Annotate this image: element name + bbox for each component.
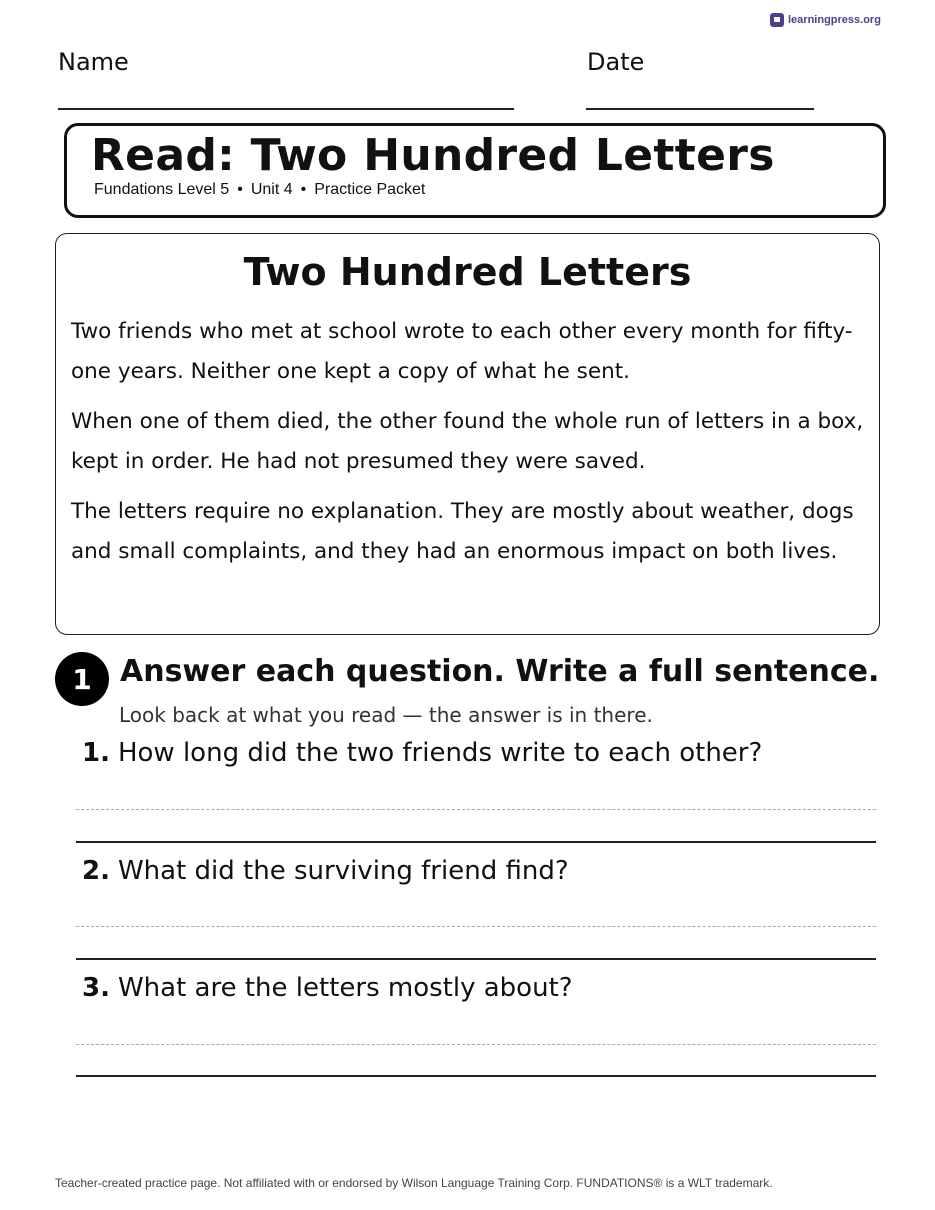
packet-label: Practice Packet: [314, 181, 426, 198]
question-number: 1.: [82, 738, 110, 768]
section-hint: Look back at what you read — the answer is in there.: [119, 703, 653, 727]
answer-line-3[interactable]: [76, 1075, 876, 1077]
question-number: 2.: [82, 856, 110, 886]
brand-logo: [770, 13, 881, 27]
story-title: Two Hundred Letters: [243, 250, 692, 294]
name-write-line[interactable]: [58, 108, 514, 110]
separator: •: [300, 181, 307, 198]
title-banner: [64, 123, 886, 218]
question-1: [82, 738, 762, 768]
step-number-badge: 1: [55, 652, 109, 706]
footer-disclaimer: Teacher-created practice page. Not affiliated with or endorsed by Wilson Language Training Corp. FUNDATIONS® is a WLT trademark.: [55, 1176, 773, 1190]
brand-text: learningpress.org: [788, 14, 881, 26]
question-text: How long did the two friends write to each other?: [117, 738, 763, 768]
question-text: What are the letters mostly about?: [117, 973, 573, 1003]
question-3: [82, 973, 573, 1003]
page-subtitle: [94, 181, 425, 199]
question-text: What did the surviving friend find?: [117, 856, 569, 886]
answer-guide-line: [76, 926, 876, 927]
separator: •: [237, 181, 243, 198]
page-title: Read: Two Hundred Letters: [91, 130, 775, 181]
name-label: Name: [58, 48, 129, 76]
unit-label: Unit 4: [250, 181, 293, 198]
date-write-line[interactable]: [586, 108, 814, 110]
level-label: Fundations Level 5: [94, 181, 230, 198]
book-icon: [770, 13, 784, 27]
question-number: 3.: [82, 973, 110, 1003]
story-paragraph: When one of them died, the other found the whole run of letters in a box, kept in order. He had not presumed they were saved.: [71, 409, 864, 474]
question-2: [82, 856, 569, 886]
story-panel: [55, 233, 880, 635]
date-label: Date: [587, 48, 645, 76]
story-paragraph: The letters require no explanation. They are mostly about weather, dogs and small complaints, and they had an enormous impact on both lives.: [71, 499, 854, 564]
answer-guide-line: [76, 809, 876, 810]
section-heading: Answer each question. Write a full sentence.: [120, 654, 880, 689]
answer-line-1[interactable]: [76, 841, 876, 843]
story-body: [71, 312, 867, 582]
story-paragraph: Two friends who met at school wrote to each other every month for fifty-one years. Neither one kept a copy of what he sent.: [71, 319, 853, 384]
answer-guide-line: [76, 1044, 876, 1045]
answer-line-2[interactable]: [76, 958, 876, 960]
